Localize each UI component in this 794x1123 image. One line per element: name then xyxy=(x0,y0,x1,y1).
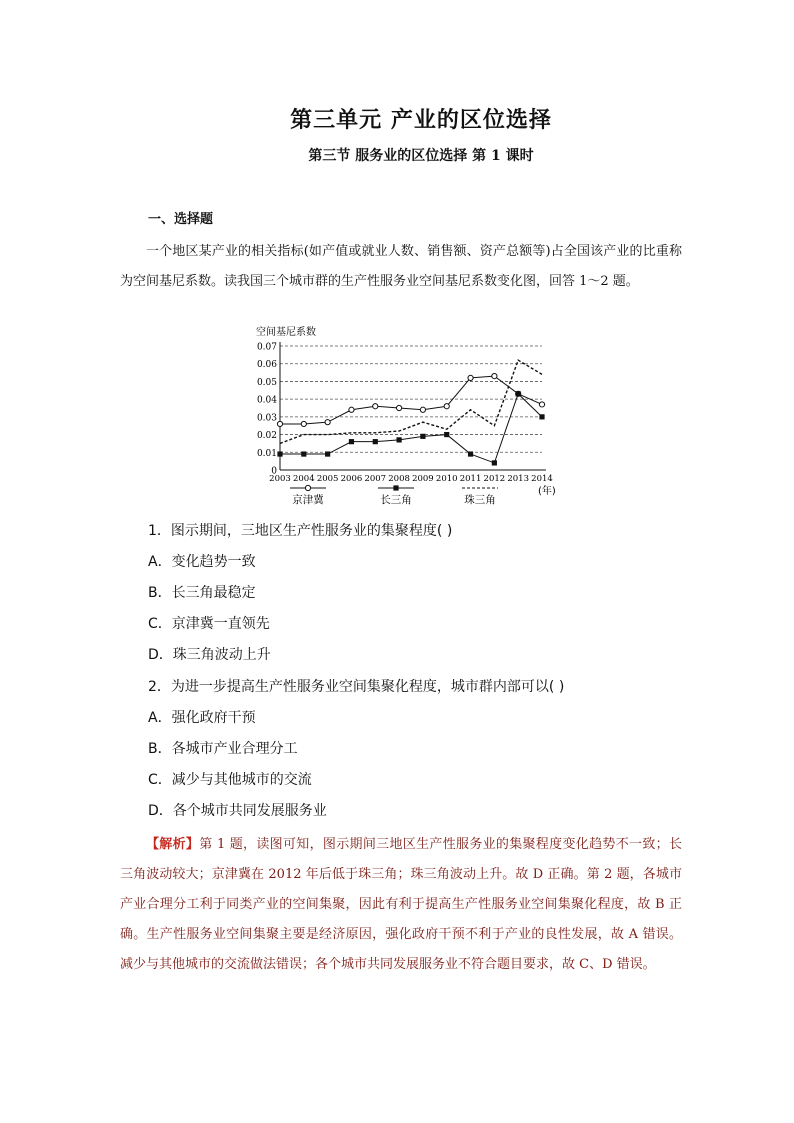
x-tick-label: 2006 xyxy=(340,474,363,484)
q1-option-d: D．珠三角波动上升 xyxy=(148,647,271,663)
x-tick-label: 2007 xyxy=(364,474,387,484)
data-point xyxy=(444,432,449,437)
x-axis-unit: (年) xyxy=(538,486,556,497)
q2-option-b: B．各城市产业合理分工 xyxy=(148,741,298,757)
x-tick-label: 2009 xyxy=(412,474,434,484)
data-point xyxy=(301,421,306,426)
data-point xyxy=(444,404,449,409)
legend-marker xyxy=(393,485,398,490)
data-point xyxy=(468,375,473,380)
data-point xyxy=(516,391,521,396)
q2-option-d: D．各个城市共同发展服务业 xyxy=(148,803,327,819)
y-tick-label: 0.03 xyxy=(256,413,277,424)
section-heading: 一、选择题 xyxy=(148,212,214,227)
y-tick-label: 0.04 xyxy=(256,395,277,406)
question-2-stem: 2．为进一步提高生产性服务业空间集聚化程度，城市群内部可以( ) xyxy=(148,679,565,695)
y-tick-label: 0.01 xyxy=(256,448,277,459)
data-point xyxy=(539,402,544,407)
series-lines xyxy=(277,360,544,465)
page-title: 第三单元 产业的区位选择 xyxy=(290,107,552,133)
legend-label: 京津冀 xyxy=(292,494,324,506)
q2-option-c: C．减少与其他城市的交流 xyxy=(148,772,312,788)
y-tick-label: 0.05 xyxy=(256,377,277,388)
q1-option-a: A．变化趋势一致 xyxy=(148,554,256,570)
data-point xyxy=(492,460,497,465)
q1-option-b: B．长三角最稳定 xyxy=(148,585,256,601)
y-tick-label: 0.07 xyxy=(256,342,277,353)
question-1-stem: 1．图示期间，三地区生产性服务业的集聚程度( ) xyxy=(148,523,453,539)
legend-marker xyxy=(305,485,310,490)
data-point xyxy=(277,451,282,456)
data-point xyxy=(373,439,378,444)
data-point xyxy=(301,451,306,456)
grid-lines xyxy=(280,346,542,452)
data-point xyxy=(539,414,544,419)
x-tick-label: 2005 xyxy=(316,474,339,484)
data-point xyxy=(396,437,401,442)
q2-option-a: A．强化政府干预 xyxy=(148,710,256,726)
data-point xyxy=(468,451,473,456)
x-tick-label: 2010 xyxy=(435,474,458,484)
axes xyxy=(257,342,553,484)
page-subtitle: 第三节 服务业的区位选择 第 1 课时 xyxy=(308,148,534,164)
analysis-paragraph xyxy=(120,830,682,980)
x-tick-label: 2013 xyxy=(507,474,530,484)
data-point xyxy=(325,451,330,456)
legend-label: 长三角 xyxy=(380,494,412,506)
data-point xyxy=(373,404,378,409)
data-point xyxy=(349,407,354,412)
chart-svg xyxy=(250,322,580,512)
intro-paragraph: 一个地区某产业的相关指标(如产值或就业人数、销售额、资产总额等)占全国该产业的比重称为空间基尼系数。读我国三个城市群的生产性服务业空间基尼系数变化图，回答 1～2 题。 xyxy=(120,244,682,289)
x-tick-label: 2012 xyxy=(483,474,506,484)
x-tick-label: 2014 xyxy=(531,474,553,484)
data-point xyxy=(492,374,497,379)
data-point xyxy=(277,421,282,426)
y-tick-label: 0.02 xyxy=(256,431,277,442)
legend-label: 珠三角 xyxy=(464,494,496,506)
legend xyxy=(290,485,498,506)
analysis-text: 第 1 题，读图可知，图示期间三地区生产性服务业的集聚程度变化趋势不一致；长三角波动较大；京津冀在 2012 年后低于珠三角；珠三角波动上升。故 D 正确。第 2 题，各城市产业合理分工利于同类产业的空间集聚，因此有利于提高生产性服务业空间集聚化程度，故 B 正确。生产性服务业空间集聚主要是经济原因，强化政府干预不利于产业的良性发展，故 A 错误。减少与其他城市的交流做法错误；各个城市共同发展服务业不符合题目要求，故 C、D 错误。 xyxy=(120,837,682,972)
x-tick-label: 2003 xyxy=(269,474,291,484)
analysis-tag: 【解析】 xyxy=(146,837,200,852)
x-tick-label: 2004 xyxy=(292,474,315,484)
q1-option-c: C．京津冀一直领先 xyxy=(148,616,270,632)
data-point xyxy=(420,434,425,439)
y-axis-label: 空间基尼系数 xyxy=(256,327,316,338)
series-line-3 xyxy=(280,360,542,443)
gini-line-chart xyxy=(250,322,580,512)
x-tick-label: 2011 xyxy=(459,474,482,484)
x-tick-label: 2008 xyxy=(388,474,410,484)
y-tick-label: 0.06 xyxy=(256,360,277,371)
data-point xyxy=(325,420,330,425)
data-point xyxy=(396,405,401,410)
data-point xyxy=(420,407,425,412)
data-point xyxy=(349,439,354,444)
y-tick-label: 0 xyxy=(271,466,277,477)
